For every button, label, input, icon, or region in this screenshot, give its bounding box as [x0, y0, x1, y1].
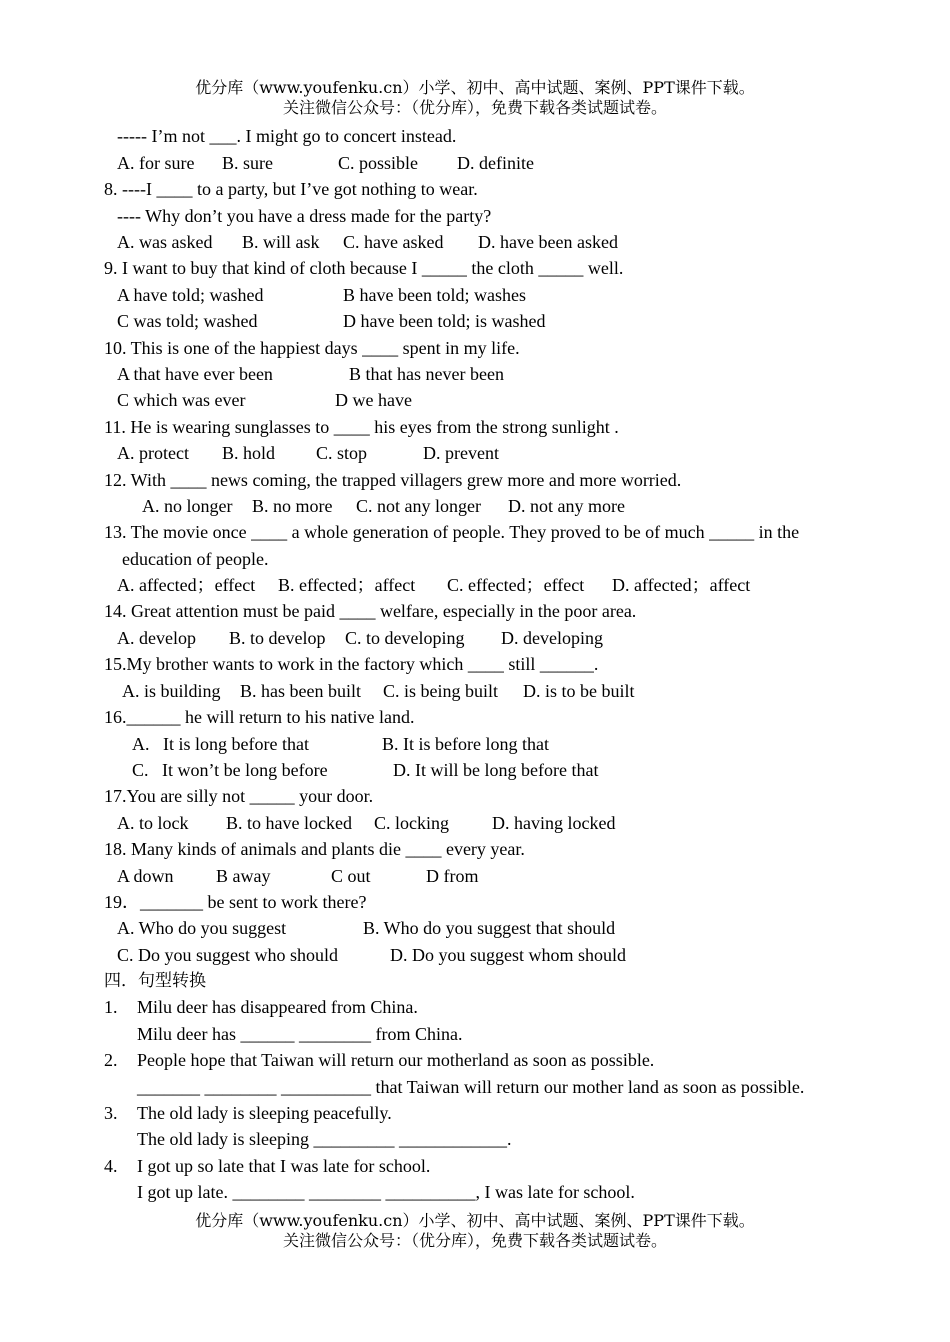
- q8-stem-1: 8. ----I ____ to a party, but I’ve got nothing to wear.: [104, 179, 478, 199]
- q16-option-b: B. It is before long that: [382, 734, 549, 754]
- q12-option-d: D. not any more: [508, 496, 625, 516]
- q13-option-a: A. affected；effect: [117, 575, 256, 595]
- q10-stem: 10. This is one of the happiest days ____ spent in my life.: [104, 338, 520, 358]
- q18-option-d: D from: [426, 866, 479, 886]
- footer-line-2: 关注微信公众号：（优分库），免费下载各类试题试卷。: [282, 1231, 667, 1250]
- q12-option-c: C. not any longer: [356, 496, 481, 516]
- q7-option-c: C. possible: [338, 153, 419, 173]
- q17-option-d: D. having locked: [492, 813, 616, 833]
- q17-option-c: C. locking: [374, 813, 449, 833]
- q10-option-b: B that has never been: [349, 364, 504, 384]
- q14-option-b: B. to develop: [229, 628, 326, 648]
- q7-option-b: B. sure: [222, 153, 273, 173]
- s4-item-2-number: 2.: [104, 1050, 118, 1070]
- q7-option-a: A. for sure: [117, 153, 195, 173]
- s4-item-4-number: 4.: [104, 1156, 118, 1176]
- footer-line-1: 优分库（www.youfenku.cn）小学、初中、高中试题、案例、PPT课件下载。: [195, 1211, 755, 1230]
- s4-item-1-number: 1.: [104, 997, 118, 1017]
- s4-item-3-number: 3.: [104, 1103, 118, 1123]
- s4-item-2-original: People hope that Taiwan will return our motherland as soon as possible.: [137, 1050, 655, 1070]
- q10-option-a: A that have ever been: [117, 364, 273, 384]
- q13-stem-2: education of people.: [122, 549, 269, 569]
- q15-stem: 15.My brother wants to work in the factory which ____ still ______.: [104, 654, 599, 674]
- q19-option-b: B. Who do you suggest that should: [363, 918, 616, 938]
- q16-option-d: D. It will be long before that: [393, 760, 599, 780]
- q7-option-d: D. definite: [457, 153, 534, 173]
- q14-stem: 14. Great attention must be paid ____ welfare, especially in the poor area.: [104, 601, 637, 621]
- q19-option-c: C. Do you suggest who should: [117, 945, 339, 965]
- q13-option-c: C. effected；effect: [447, 575, 585, 595]
- q15-option-c: C. is being built: [383, 681, 499, 701]
- q11-option-c: C. stop: [316, 443, 368, 463]
- q19-option-a: A. Who do you suggest: [117, 918, 287, 938]
- q14-option-c: C. to developing: [345, 628, 465, 648]
- q7-stem: ----- I’m not ___. I might go to concert instead.: [117, 126, 457, 146]
- q11-stem: 11. He is wearing sunglasses to ____ his eyes from the strong sunlight .: [104, 417, 619, 437]
- q9-option-a: A have told; washed: [117, 285, 264, 305]
- q9-option-c: C was told; washed: [117, 311, 258, 331]
- q15-option-d: D. is to be built: [523, 681, 635, 701]
- s4-item-3-rewrite: The old lady is sleeping _________ ____________.: [137, 1129, 512, 1149]
- s4-item-3-original: The old lady is sleeping peacefully.: [137, 1103, 392, 1123]
- q10-option-c: C which was ever: [117, 390, 246, 410]
- q14-option-a: A. develop: [117, 628, 196, 648]
- q12-option-b: B. no more: [252, 496, 333, 516]
- q18-option-a: A down: [117, 866, 174, 886]
- q19-option-d: D. Do you suggest whom should: [390, 945, 627, 965]
- q13-option-d: D. affected；affect: [612, 575, 751, 595]
- q9-option-d: D have been told; is washed: [343, 311, 546, 331]
- q8-option-a: A. was asked: [117, 232, 213, 252]
- q10-option-d: D we have: [335, 390, 412, 410]
- q9-option-b: B have been told; washes: [343, 285, 526, 305]
- q11-option-b: B. hold: [222, 443, 276, 463]
- q16-option-a: A. It is long before that: [132, 734, 309, 754]
- q16-stem: 16.______ he will return to his native land.: [104, 707, 415, 727]
- s4-item-4-original: I got up so late that I was late for school.: [137, 1156, 431, 1176]
- s4-item-4-rewrite: I got up late. ________ ________ __________, I was late for school.: [137, 1182, 635, 1202]
- q18-option-c: C out: [331, 866, 371, 886]
- q13-stem-1: 13. The movie once ____ a whole generation of people. They proved to be of much _____ in the: [104, 522, 800, 542]
- q15-option-a: A. is building: [122, 681, 221, 701]
- q12-option-a: A. no longer: [142, 496, 233, 516]
- section-4-title: 四．句型转换: [104, 971, 206, 991]
- q11-option-a: A. protect: [117, 443, 189, 463]
- q18-stem: 18. Many kinds of animals and plants die ____ every year.: [104, 839, 525, 859]
- s4-item-1-rewrite: Milu deer has ______ ________ from China.: [137, 1024, 463, 1044]
- header-line-2: 关注微信公众号：（优分库），免费下载各类试题试卷。: [282, 98, 667, 117]
- q8-option-d: D. have been asked: [478, 232, 618, 252]
- q15-option-b: B. has been built: [240, 681, 361, 701]
- q17-option-a: A. to lock: [117, 813, 189, 833]
- q11-option-d: D. prevent: [423, 443, 499, 463]
- q17-stem: 17.You are silly not _____ your door.: [104, 786, 374, 806]
- s4-item-2-rewrite: _______ ________ __________ that Taiwan will return our mother land as soon as possible.: [137, 1077, 805, 1097]
- q14-option-d: D. developing: [501, 628, 603, 648]
- q19-stem: 19．_______ be sent to work there?: [104, 892, 367, 912]
- header-line-1: 优分库（www.youfenku.cn）小学、初中、高中试题、案例、PPT课件下载。: [195, 78, 755, 97]
- q17-option-b: B. to have locked: [226, 813, 352, 833]
- q8-stem-2: ---- Why don’t you have a dress made for the party?: [117, 206, 492, 226]
- q12-stem: 12. With ____ news coming, the trapped villagers grew more and more worried.: [104, 470, 682, 490]
- q16-option-c: C. It won’t be long before: [132, 760, 328, 780]
- s4-item-1-original: Milu deer has disappeared from China.: [137, 997, 418, 1017]
- q9-stem: 9. I want to buy that kind of cloth because I _____ the cloth _____ well.: [104, 258, 624, 278]
- q18-option-b: B away: [216, 866, 271, 886]
- q13-option-b: B. effected；affect: [278, 575, 416, 595]
- q8-option-b: B. will ask: [242, 232, 320, 252]
- q8-option-c: C. have asked: [343, 232, 444, 252]
